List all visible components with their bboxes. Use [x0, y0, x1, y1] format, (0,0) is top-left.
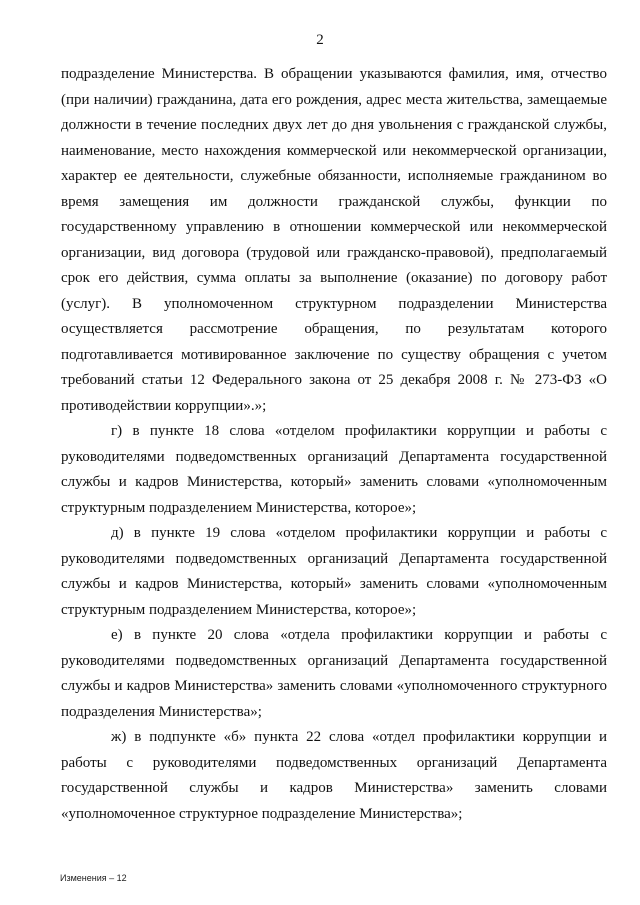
document-body	[61, 62, 607, 827]
paragraph-item-d: д) в пункте 19 слова «отделом профилактики коррупции и работы с руководителями подведомственных организаций Департамента государственной службы и кадров Министерства, который» заменить словами «уполномоченным структурным подразделением Министерства, которое»;	[61, 525, 607, 618]
page-number: 2	[316, 32, 324, 48]
paragraph-item-g: г) в пункте 18 слова «отделом профилактики коррупции и работы с руководителями подведомственных организаций Департамента государственной службы и кадров Министерства, который» заменить словами «уполномоченным структурным подразделением Министерства, которое»;	[61, 423, 607, 516]
paragraph-item-zh: ж) в подпункте «б» пункта 22 слова «отдел профилактики коррупции и работы с руководителями подведомственных организаций Департамента государственной службы и кадров Министерства» заменить словами «уполномоченное структурное подразделение Министерства»;	[61, 729, 607, 822]
paragraph-item-e: е) в пункте 20 слова «отдела профилактики коррупции и работы с руководителями подведомственных организаций Департамента государственной службы и кадров Министерства» заменить словами «уполномоченного структурного подразделения Министерства»;	[61, 627, 607, 720]
paragraph-continuation: подразделение Министерства. В обращении указываются фамилия, имя, отчество (при наличии) гражданина, дата его рождения, адрес места жительства, замещаемые должности в течение последних двух лет до дня увольнения с гражданской службы, наименование, место нахождения коммерческой или некоммерческой организации, характер ее деятельности, служебные обязанности, исполняемые гражданином во время замещения им должности гражданской службы, функции по государственному управлению в отношении коммерческой или некоммерческой организации, вид договора (трудовой или гражданско-правовой), предполагаемый срок его действия, сумма оплаты за выполнение (оказание) по договору работ (услуг). В уполномоченном структурном подразделении Министерства осуществляется рассмотрение обращения, по результатам которого подготавливается мотивированное заключение по существу обращения с учетом требований статьи 12 Федерального закона от 25 декабря 2008 г. № 273-ФЗ «О противодействии коррупции».»;	[61, 66, 607, 414]
footer-note: Изменения – 12	[60, 873, 127, 883]
